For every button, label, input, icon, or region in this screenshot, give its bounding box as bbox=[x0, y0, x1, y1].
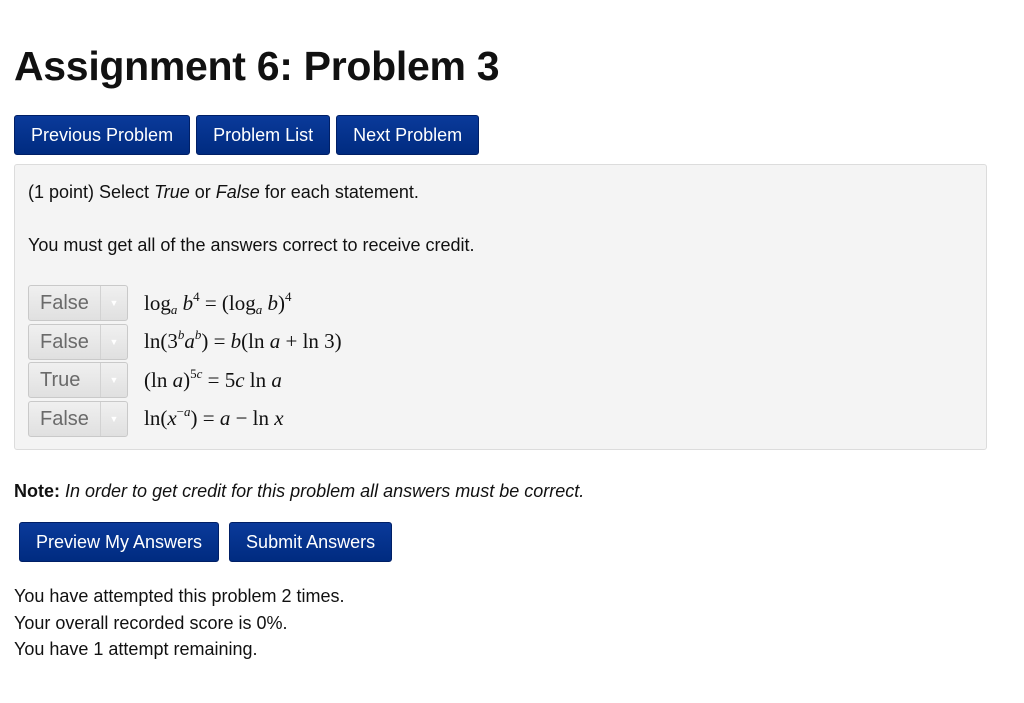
statement-3-math: (ln a)$^{5c}$ = 5c ln a bbox=[144, 365, 282, 392]
credit-note bbox=[14, 480, 584, 502]
answer-select-value: False bbox=[40, 407, 89, 430]
answer-select-value: False bbox=[40, 292, 89, 315]
previous-problem-button[interactable]: Previous Problem bbox=[14, 115, 190, 155]
answer-row bbox=[28, 361, 342, 400]
problem-body bbox=[14, 164, 987, 450]
next-problem-button[interactable]: Next Problem bbox=[336, 115, 479, 155]
dropdown-arrow-icon: ▼ bbox=[100, 363, 127, 397]
problem-list-button[interactable]: Problem List bbox=[196, 115, 330, 155]
answer-row bbox=[28, 323, 342, 362]
problem-prompt bbox=[28, 181, 419, 203]
answer-row bbox=[28, 400, 342, 439]
dropdown-arrow-icon: ▼ bbox=[100, 325, 127, 359]
note-text: In order to get credit for this problem all answers must be correct. bbox=[65, 481, 585, 501]
points-text: (1 point) Select bbox=[28, 182, 155, 202]
statement-2-math: $\ln(3^ba^b) = b(\ln$ a + ln 3) bbox=[144, 327, 342, 354]
statement-1-math: $\log_a b^4 = (\log_a$ b)$^4$ bbox=[144, 288, 292, 317]
answer-select-value: False bbox=[40, 330, 89, 353]
answer-select-1[interactable] bbox=[28, 285, 128, 321]
problem-nav bbox=[14, 115, 479, 155]
answer-select-3[interactable] bbox=[28, 362, 128, 398]
false-word: False bbox=[215, 182, 260, 202]
answer-row bbox=[28, 284, 342, 323]
dropdown-arrow-icon: ▼ bbox=[100, 402, 127, 436]
page-title: Assignment 6: Problem 3 bbox=[14, 43, 500, 89]
dropdown-arrow-icon: ▼ bbox=[100, 286, 127, 320]
attempts-text: You have attempted this problem 2 times. bbox=[14, 586, 345, 606]
answer-select-value: True bbox=[40, 369, 81, 392]
answer-actions bbox=[19, 522, 392, 562]
true-word: True bbox=[154, 182, 190, 202]
or-word: or bbox=[189, 182, 216, 202]
problem-instruction: You must get all of the answers correct to receive credit. bbox=[28, 235, 475, 255]
score-text: Your overall recorded score is 0%. bbox=[14, 612, 288, 633]
submit-answers-button[interactable]: Submit Answers bbox=[229, 522, 392, 562]
remaining-text: You have 1 attempt remaining. bbox=[14, 639, 258, 659]
prompt-suffix: for each statement. bbox=[259, 182, 419, 202]
note-label: Note: bbox=[14, 481, 60, 501]
answer-select-4[interactable] bbox=[28, 401, 128, 437]
preview-answers-button[interactable]: Preview My Answers bbox=[19, 522, 219, 562]
answer-select-2[interactable] bbox=[28, 324, 128, 360]
answer-list bbox=[28, 284, 342, 438]
attempt-status bbox=[14, 583, 345, 663]
statement-4-math: $\ln(x^{-a}) = a - \ln x$ bbox=[144, 404, 284, 431]
